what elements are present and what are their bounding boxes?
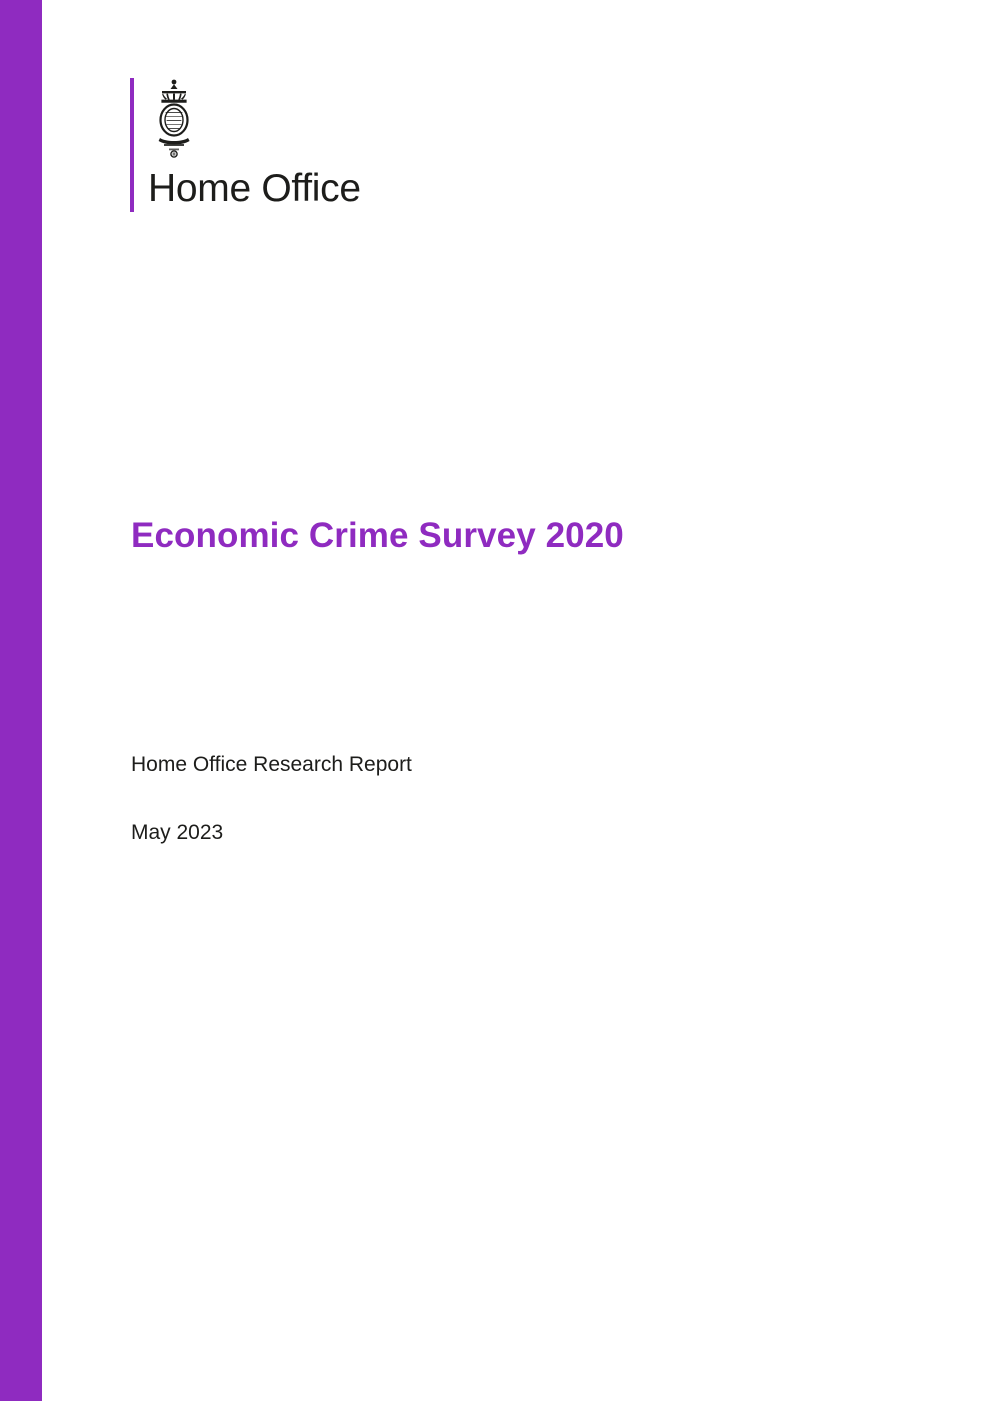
document-subtitle: Home Office Research Report <box>131 753 412 776</box>
home-office-logo <box>130 78 361 212</box>
organisation-name: Home Office <box>148 167 361 210</box>
publication-date: May 2023 <box>131 821 224 844</box>
page-title: Economic Crime Survey 2020 <box>131 516 624 555</box>
purple-spine-bar <box>0 0 42 1401</box>
logo-rule <box>130 78 134 212</box>
logo-content <box>148 78 361 212</box>
royal-crest-icon <box>148 78 200 160</box>
